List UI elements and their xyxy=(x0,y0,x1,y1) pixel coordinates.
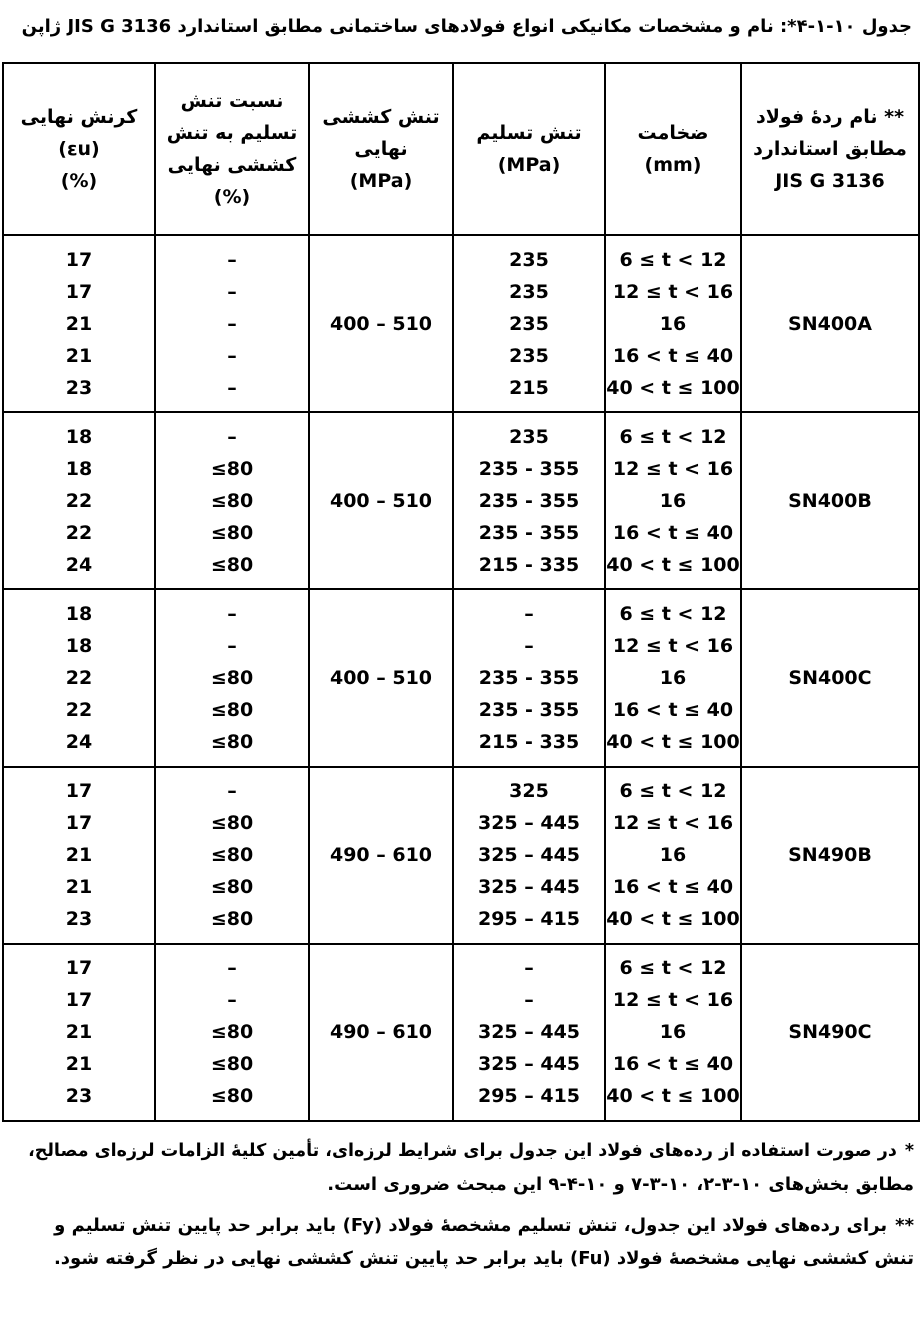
footnote xyxy=(8,1135,914,1201)
strain-value: 23 xyxy=(65,908,93,931)
strain-value: 17 xyxy=(65,780,93,803)
strain-value: 22 xyxy=(65,489,93,512)
ratio-value: – xyxy=(227,780,237,803)
table-row xyxy=(3,412,919,589)
ratio-value: – xyxy=(227,602,237,625)
strain-value: 23 xyxy=(65,376,93,399)
thickness-value: 16 xyxy=(659,1021,687,1044)
ratio-value: ≤80 xyxy=(210,457,254,480)
ratio-cell xyxy=(155,235,309,412)
thickness-list xyxy=(606,598,740,758)
header-tensile-line: (MPa) xyxy=(349,170,413,192)
ratio-value: ≤80 xyxy=(210,698,254,721)
thickness-value: 16 < t ≤ 40 xyxy=(612,1053,734,1076)
grade-cell xyxy=(741,412,919,589)
strain-value: 21 xyxy=(65,1053,93,1076)
header-grade-line: مطابق استاندارد xyxy=(753,138,907,160)
thickness-value: 16 xyxy=(659,312,687,335)
thickness-cell xyxy=(605,235,741,412)
ratio-value: ≤80 xyxy=(210,553,254,576)
ratio-value: – xyxy=(227,957,237,980)
header-grade-line: JIS G 3136 xyxy=(775,170,885,192)
yield-cell xyxy=(453,944,605,1121)
grade-cell xyxy=(741,767,919,944)
ratio-value: ≤80 xyxy=(210,730,254,753)
tensile-cell xyxy=(309,944,453,1121)
table-row xyxy=(3,767,919,944)
thickness-value: 6 ≤ t < 12 xyxy=(619,602,727,625)
yield-value: 235 xyxy=(509,312,549,335)
header-strain-line: (εu) xyxy=(58,138,100,160)
grade-value: SN490C xyxy=(788,1021,872,1044)
grade-cell xyxy=(741,589,919,766)
strain-cell xyxy=(3,767,155,944)
table-title: جدول ۱۰-۱-۴*: نام و مشخصات مکانیکی انواع فولادهای ساختمانی مطابق استاندارد JIS G 3136 ژاپن xyxy=(21,16,912,37)
strain-value: 21 xyxy=(65,844,93,867)
strain-value: 21 xyxy=(65,312,93,335)
table-row xyxy=(3,235,919,412)
thickness-list xyxy=(606,244,740,404)
strain-cell xyxy=(3,412,155,589)
ratio-value: ≤80 xyxy=(210,1053,254,1076)
ratio-list xyxy=(156,598,308,758)
header-ratio-line: تسلیم به تنش xyxy=(166,122,298,144)
thickness-cell xyxy=(605,412,741,589)
tensile-value: 490 – 610 xyxy=(329,1021,433,1044)
ratio-value: – xyxy=(227,312,237,335)
strain-cell xyxy=(3,944,155,1121)
header-yield-line: تنش تسلیم xyxy=(476,122,582,144)
grade-value: SN490B xyxy=(788,844,872,867)
yield-value: 235 - 355 xyxy=(478,666,580,689)
tensile-value: 400 – 510 xyxy=(329,489,433,512)
yield-value: – xyxy=(524,634,534,657)
ratio-list xyxy=(156,421,308,581)
strain-value: 22 xyxy=(65,666,93,689)
yield-value: 325 – 445 xyxy=(477,1053,581,1076)
yield-value: 295 – 415 xyxy=(477,1085,581,1108)
strain-list xyxy=(4,952,154,1112)
ratio-value: – xyxy=(227,989,237,1012)
strain-value: 18 xyxy=(65,457,93,480)
yield-list xyxy=(454,952,604,1112)
ratio-list xyxy=(156,244,308,404)
strain-value: 21 xyxy=(65,876,93,899)
thickness-value: 16 xyxy=(659,666,687,689)
footnote-text: برای رده‌های فولاد این جدول، تنش تسلیم مشخصهٔ فولاد (Fy) باید برابر حد پایین تنش تسلیم و xyxy=(54,1215,888,1236)
yield-cell xyxy=(453,412,605,589)
yield-value: 325 – 445 xyxy=(477,1021,581,1044)
header-ratio-line: (%) xyxy=(213,186,251,208)
thickness-value: 12 ≤ t < 16 xyxy=(612,280,734,303)
footnote-text: در صورت استفاده از رده‌های فولاد این جدول برای شرایط لرزه‌ای، تأمین کلیهٔ الزامات لرزه‌ای مصالح، xyxy=(28,1141,897,1161)
yield-value: – xyxy=(524,989,534,1012)
strain-value: 17 xyxy=(65,957,93,980)
strain-value: 18 xyxy=(65,425,93,448)
yield-value: 235 xyxy=(509,344,549,367)
thickness-value: 6 ≤ t < 12 xyxy=(619,780,727,803)
ratio-value: – xyxy=(227,376,237,399)
thickness-value: 16 xyxy=(659,489,687,512)
steel-properties-table xyxy=(2,62,920,1122)
ratio-value: ≤80 xyxy=(210,521,254,544)
thickness-value: 16 < t ≤ 40 xyxy=(612,876,734,899)
ratio-value: ≤80 xyxy=(210,844,254,867)
footnote-mark: ** xyxy=(895,1215,914,1236)
yield-list xyxy=(454,775,604,935)
footnote-line xyxy=(8,1209,914,1242)
ratio-value: – xyxy=(227,425,237,448)
thickness-value: 16 < t ≤ 40 xyxy=(612,344,734,367)
ratio-value: ≤80 xyxy=(210,489,254,512)
yield-value: 235 xyxy=(509,425,549,448)
thickness-value: 6 ≤ t < 12 xyxy=(619,248,727,271)
ratio-cell xyxy=(155,767,309,944)
grade-value: SN400C xyxy=(788,666,872,689)
footnote-line: تنش کششی نهایی مشخصهٔ فولاد (Fu) باید برابر حد پایین تنش کششی نهایی در نظر گرفته شود. xyxy=(53,1248,914,1269)
ratio-value: – xyxy=(227,280,237,303)
thickness-list xyxy=(606,952,740,1112)
yield-value: 235 xyxy=(509,248,549,271)
grade-cell xyxy=(741,235,919,412)
yield-cell xyxy=(453,767,605,944)
tensile-value: 490 – 610 xyxy=(329,844,433,867)
yield-value: 235 xyxy=(509,280,549,303)
yield-value: – xyxy=(524,957,534,980)
footnote-mark: * xyxy=(904,1141,914,1161)
grade-value: SN400B xyxy=(788,489,872,512)
strain-value: 18 xyxy=(65,634,93,657)
thickness-value: 40 < t ≤ 100 xyxy=(606,1085,740,1108)
grade-value: SN400A xyxy=(788,312,872,335)
yield-value: 215 - 335 xyxy=(478,730,580,753)
header-ratio-line: نسبت تنش xyxy=(180,90,284,112)
footnote-line: مطابق بخش‌های ۱۰-۳-۲، ۱۰-۳-۷ و ۱۰-۴-۹ این مبحث ضروری است. xyxy=(327,1174,914,1195)
yield-value: 325 – 445 xyxy=(477,876,581,899)
tensile-cell xyxy=(309,767,453,944)
thickness-value: 12 ≤ t < 16 xyxy=(612,457,734,480)
strain-cell xyxy=(3,589,155,766)
header-thickness-line: ضخامت xyxy=(637,122,709,144)
strain-cell xyxy=(3,235,155,412)
thickness-cell xyxy=(605,589,741,766)
ratio-value: – xyxy=(227,634,237,657)
footnote-line xyxy=(8,1135,914,1168)
yield-value: 295 – 415 xyxy=(477,908,581,931)
tensile-cell xyxy=(309,412,453,589)
ratio-value: – xyxy=(227,344,237,367)
tensile-value: 400 – 510 xyxy=(329,312,433,335)
strain-value: 24 xyxy=(65,730,93,753)
thickness-cell xyxy=(605,944,741,1121)
strain-value: 17 xyxy=(65,812,93,835)
ratio-value: ≤80 xyxy=(210,666,254,689)
strain-value: 21 xyxy=(65,1021,93,1044)
thickness-value: 12 ≤ t < 16 xyxy=(612,634,734,657)
yield-value: 215 xyxy=(509,376,549,399)
strain-value: 17 xyxy=(65,989,93,1012)
thickness-list xyxy=(606,421,740,581)
header-thickness xyxy=(605,63,741,235)
ratio-value: – xyxy=(227,248,237,271)
yield-value: 215 - 335 xyxy=(478,553,580,576)
strain-value: 17 xyxy=(65,248,93,271)
ratio-cell xyxy=(155,589,309,766)
yield-value: 235 - 355 xyxy=(478,698,580,721)
yield-value: 235 - 355 xyxy=(478,457,580,480)
table-row xyxy=(3,944,919,1121)
ratio-value: ≤80 xyxy=(210,876,254,899)
header-grade-line: ** نام ردهٔ فولاد xyxy=(755,106,905,128)
ratio-value: ≤80 xyxy=(210,1085,254,1108)
thickness-value: 6 ≤ t < 12 xyxy=(619,425,727,448)
tensile-value: 400 – 510 xyxy=(329,666,433,689)
header-tensile-line: نهایی xyxy=(354,138,408,160)
thickness-value: 12 ≤ t < 16 xyxy=(612,989,734,1012)
yield-value: 235 - 355 xyxy=(478,521,580,544)
strain-list xyxy=(4,598,154,758)
footnotes xyxy=(8,1135,914,1283)
header-yield xyxy=(453,63,605,235)
ratio-list xyxy=(156,775,308,935)
thickness-value: 16 < t ≤ 40 xyxy=(612,521,734,544)
ratio-cell xyxy=(155,412,309,589)
thickness-value: 16 xyxy=(659,844,687,867)
header-tensile-line: تنش کششی xyxy=(322,106,440,128)
strain-list xyxy=(4,421,154,581)
yield-list xyxy=(454,598,604,758)
strain-value: 22 xyxy=(65,521,93,544)
thickness-value: 40 < t ≤ 100 xyxy=(606,908,740,931)
thickness-value: 40 < t ≤ 100 xyxy=(606,730,740,753)
header-yield-line: (MPa) xyxy=(497,154,561,176)
yield-value: 325 – 445 xyxy=(477,812,581,835)
thickness-value: 40 < t ≤ 100 xyxy=(606,376,740,399)
header-strain-line: کرنش نهایی xyxy=(20,106,138,128)
strain-value: 24 xyxy=(65,553,93,576)
yield-value: 235 - 355 xyxy=(478,489,580,512)
footnote xyxy=(8,1209,914,1275)
yield-cell xyxy=(453,235,605,412)
strain-list xyxy=(4,244,154,404)
ratio-value: ≤80 xyxy=(210,908,254,931)
thickness-list xyxy=(606,775,740,935)
thickness-value: 12 ≤ t < 16 xyxy=(612,812,734,835)
yield-value: – xyxy=(524,602,534,625)
header-ratio xyxy=(155,63,309,235)
strain-list xyxy=(4,775,154,935)
header-row xyxy=(3,63,919,235)
ratio-list xyxy=(156,952,308,1112)
yield-list xyxy=(454,244,604,404)
thickness-value: 16 < t ≤ 40 xyxy=(612,698,734,721)
header-ratio-line: کششی نهایی xyxy=(167,154,297,176)
header-strain-line: (%) xyxy=(60,170,98,192)
yield-list xyxy=(454,421,604,581)
ratio-cell xyxy=(155,944,309,1121)
strain-value: 23 xyxy=(65,1085,93,1108)
strain-value: 21 xyxy=(65,344,93,367)
tensile-cell xyxy=(309,235,453,412)
grade-cell xyxy=(741,944,919,1121)
header-tensile xyxy=(309,63,453,235)
table-row xyxy=(3,589,919,766)
strain-value: 18 xyxy=(65,602,93,625)
thickness-value: 6 ≤ t < 12 xyxy=(619,957,727,980)
thickness-value: 40 < t ≤ 100 xyxy=(606,553,740,576)
tensile-cell xyxy=(309,589,453,766)
header-grade xyxy=(741,63,919,235)
yield-cell xyxy=(453,589,605,766)
header-strain xyxy=(3,63,155,235)
header-thickness-line: (mm) xyxy=(644,154,702,176)
yield-value: 325 xyxy=(509,780,549,803)
strain-value: 17 xyxy=(65,280,93,303)
yield-value: 325 – 445 xyxy=(477,844,581,867)
thickness-cell xyxy=(605,767,741,944)
ratio-value: ≤80 xyxy=(210,812,254,835)
ratio-value: ≤80 xyxy=(210,1021,254,1044)
strain-value: 22 xyxy=(65,698,93,721)
